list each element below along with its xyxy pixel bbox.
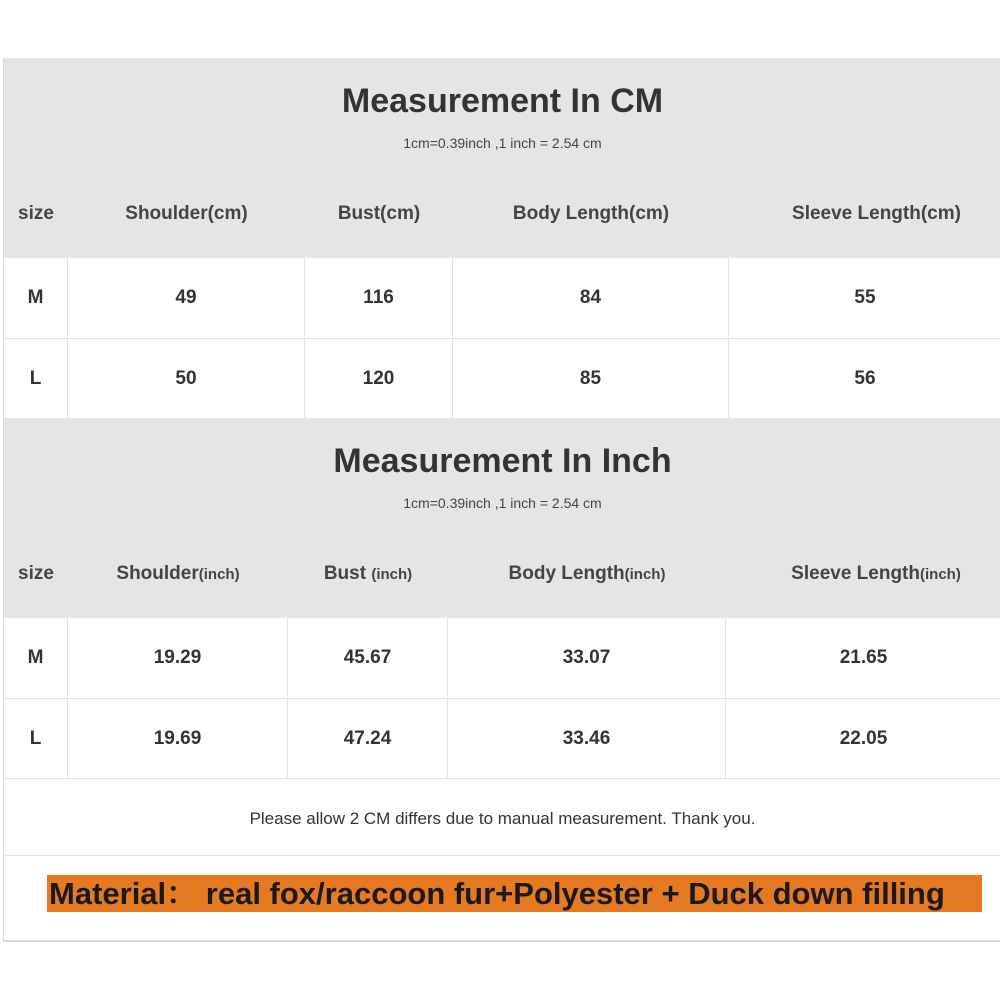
shoulder-cell: 19.69 [68,699,288,778]
inch-header-size [4,563,68,585]
bust-cell: 116 [305,258,453,337]
sleeve-length-cell: 21.65 [839,647,888,668]
inch-header-body-length [448,563,726,585]
cm-header-body-length: Body Length(cm) [512,203,670,224]
shoulder-cell: 49 [68,258,305,337]
cm-header-block [4,58,1000,258]
cm-header-sleeve-length: Sleeve Length(cm) [792,203,961,224]
inch-conversion-note: 1cm=0.39inch ,1 inch = 2.54 cm [403,495,602,511]
size-chart [3,58,1000,942]
size-cell: M [4,258,68,337]
inch-header-block [4,418,1000,618]
inch-header-sleeve-length-label: Sleeve Length [791,563,920,584]
cm-section [4,58,1000,418]
inch-header-body-length-unit: (inch) [624,566,666,583]
cm-title: Measurement In CM [341,82,664,120]
inch-header-shoulder [68,563,288,585]
bust-cell: 47.24 [288,699,448,778]
inch-header-bust-label: Bust [323,563,372,584]
inch-header-shoulder-unit: (inch) [198,566,240,583]
body-length-cell: 85 [453,339,729,418]
cm-header-bust: Bust(cm) [337,203,421,224]
inch-header-bust [288,563,448,585]
table-row [4,258,1000,339]
sleeve-length-cell: 55 [854,287,876,308]
inch-header-size-label: size [18,563,54,584]
inch-header-shoulder-label: Shoulder [116,563,199,584]
size-cell: L [4,339,68,418]
size-cell: M [4,618,68,697]
material-row [4,856,1000,941]
inch-section [4,418,1000,779]
bust-cell: 120 [305,339,453,418]
cm-conversion-note: 1cm=0.39inch ,1 inch = 2.54 cm [403,135,602,151]
cm-header-shoulder: Shoulder(cm) [125,203,248,224]
sleeve-length-cell: 22.05 [839,728,888,749]
measurement-note: Please allow 2 CM differs due to manual measurement. Thank you. [4,779,1000,856]
sleeve-length-cell: 56 [854,368,876,389]
inch-header-sleeve-length [726,563,1000,585]
inch-header-body-length-label: Body Length [508,563,625,584]
size-cell: L [4,699,68,778]
material-label: Material： real fox/raccoon fur+Polyester + Duck down filling [47,875,982,912]
cm-header-size: size [18,203,54,224]
table-row [4,339,1000,418]
body-length-cell: 84 [453,258,729,337]
bust-cell: 45.67 [288,618,448,697]
table-row [4,699,1000,779]
body-length-cell: 33.07 [448,618,726,697]
shoulder-cell: 50 [68,339,305,418]
body-length-cell: 33.46 [448,699,726,778]
table-row [4,618,1000,699]
inch-title: Measurement In Inch [333,442,672,480]
inch-header-bust-unit: (inch) [371,566,413,583]
shoulder-cell: 19.29 [68,618,288,697]
inch-header-sleeve-length-unit: (inch) [920,566,961,583]
